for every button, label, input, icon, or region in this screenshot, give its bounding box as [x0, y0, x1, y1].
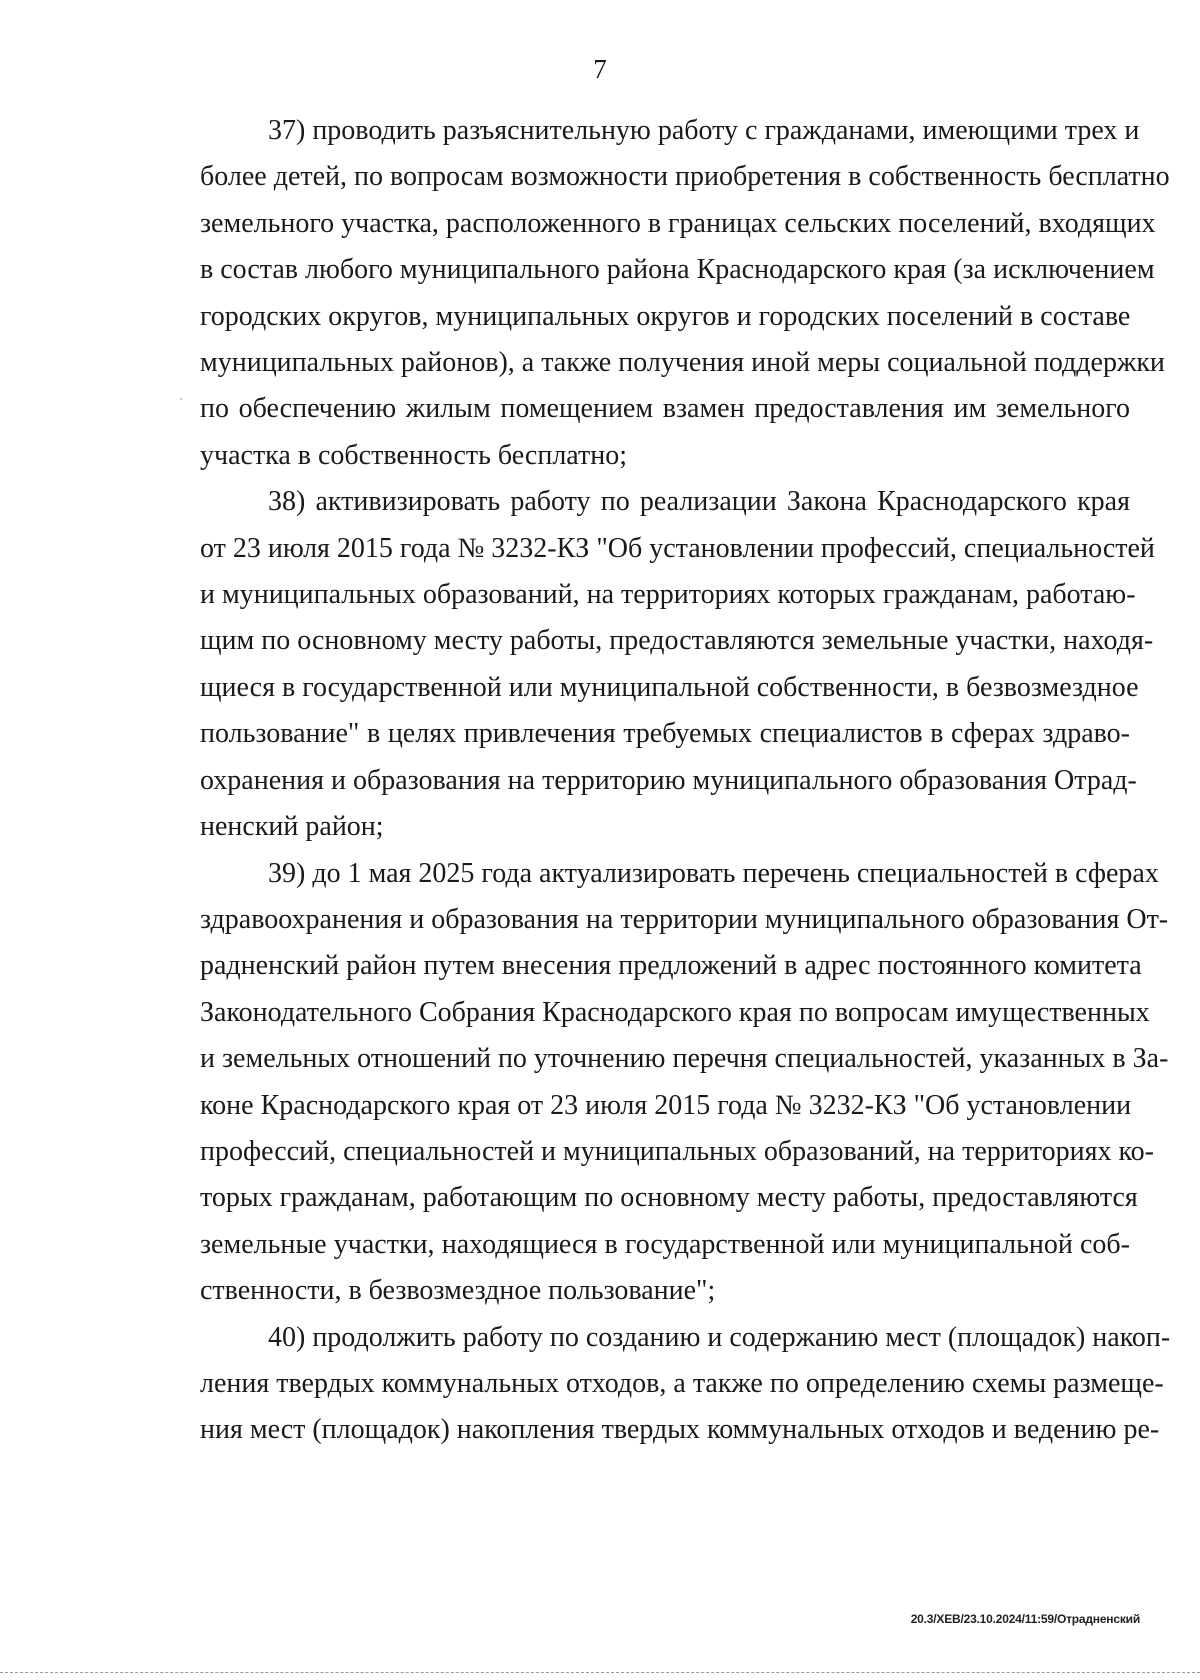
text-line: и муниципальных образований, на территориях которых гражданам, работаю- [200, 579, 1136, 611]
document-registration-code: 20.3/ХЕВ/23.10.2024/11:59/Отрадненский [910, 1612, 1140, 1626]
text-line: профессий, специальностей и муниципальных образований, на территориях ко- [200, 1135, 1154, 1167]
text-line: торых гражданам, работающим по основному месту работы, предоставляются [200, 1182, 1138, 1214]
text-line: здравоохранения и образования на территории муниципального образования От- [200, 903, 1169, 935]
text-line: ния мест (площадок) накопления твердых коммунальных отходов и ведению ре- [200, 1414, 1160, 1446]
paragraph-item-39 [200, 851, 1169, 1315]
text-line: радненский район путем внесения предложений в адрес постоянного комитета [200, 950, 1142, 982]
text-line: ненский район; [200, 811, 384, 843]
text-line: охранения и образования на территорию муниципального образования Отрад- [200, 764, 1137, 796]
text-line: более детей, по вопросам возможности приобретения в собственность бесплатно [200, 161, 1170, 193]
text-line: от 23 июля 2015 года № 3232-КЗ "Об установлении профессий, специальностей [200, 532, 1155, 564]
document-body [200, 108, 1171, 1454]
scan-artifact [180, 398, 182, 400]
text-line: коне Краснодарского края от 23 июля 2015 года № 3232-КЗ "Об установлении [200, 1089, 1132, 1121]
text-line: земельного участка, расположенного в границах сельских поселений, входящих [200, 207, 1156, 239]
paragraph-item-38 [200, 479, 1155, 850]
text-line: по обеспечению жилым помещением взамен предоставления им земельного [200, 393, 1130, 425]
text-line: пользование" в целях привлечения требуемых специалистов в сферах здраво- [200, 718, 1130, 750]
paragraph-item-37 [200, 108, 1170, 479]
text-line: городских округов, муниципальных округов и городских поселений в составе [200, 300, 1131, 332]
text-line: земельные участки, находящиеся в государственной или муниципальной соб- [200, 1228, 1130, 1260]
text-line: 37) проводить разъяснительную работу с гражданами, имеющими трех и [268, 115, 1140, 146]
text-line: 39) до 1 мая 2025 года актуализировать перечень специальностей в сферах [268, 857, 1159, 889]
paragraph-item-40 [200, 1315, 1171, 1454]
text-line: щим по основному месту работы, предоставляются земельные участки, находя- [200, 625, 1154, 657]
text-line: щиеся в государственной или муниципальной собственности, в безвозмездное [200, 671, 1139, 703]
text-line: 40) продолжить работу по созданию и содержанию мест (площадок) накоп- [268, 1321, 1171, 1353]
page-number: 7 [593, 54, 607, 84]
text-line: и земельных отношений по уточнению перечня специальностей, указанных в За- [200, 1043, 1169, 1075]
text-line: муниципальных районов), а также получения иной меры социальной поддержки [200, 347, 1165, 379]
text-line: ления твердых коммунальных отходов, а также по определению схемы размеще- [200, 1367, 1164, 1399]
text-line: 38) активизировать работу по реализации Закона Краснодарского края [268, 486, 1130, 518]
text-line: Законодательного Собрания Краснодарского края по вопросам имущественных [200, 996, 1150, 1028]
text-line: участка в собственность бесплатно; [200, 439, 628, 471]
text-line: в состав любого муниципального района Краснодарского края (за исключением [200, 254, 1155, 286]
bottom-edge-rule [0, 1672, 1200, 1673]
text-line: ственности, в безвозмездное пользование"; [200, 1275, 716, 1307]
